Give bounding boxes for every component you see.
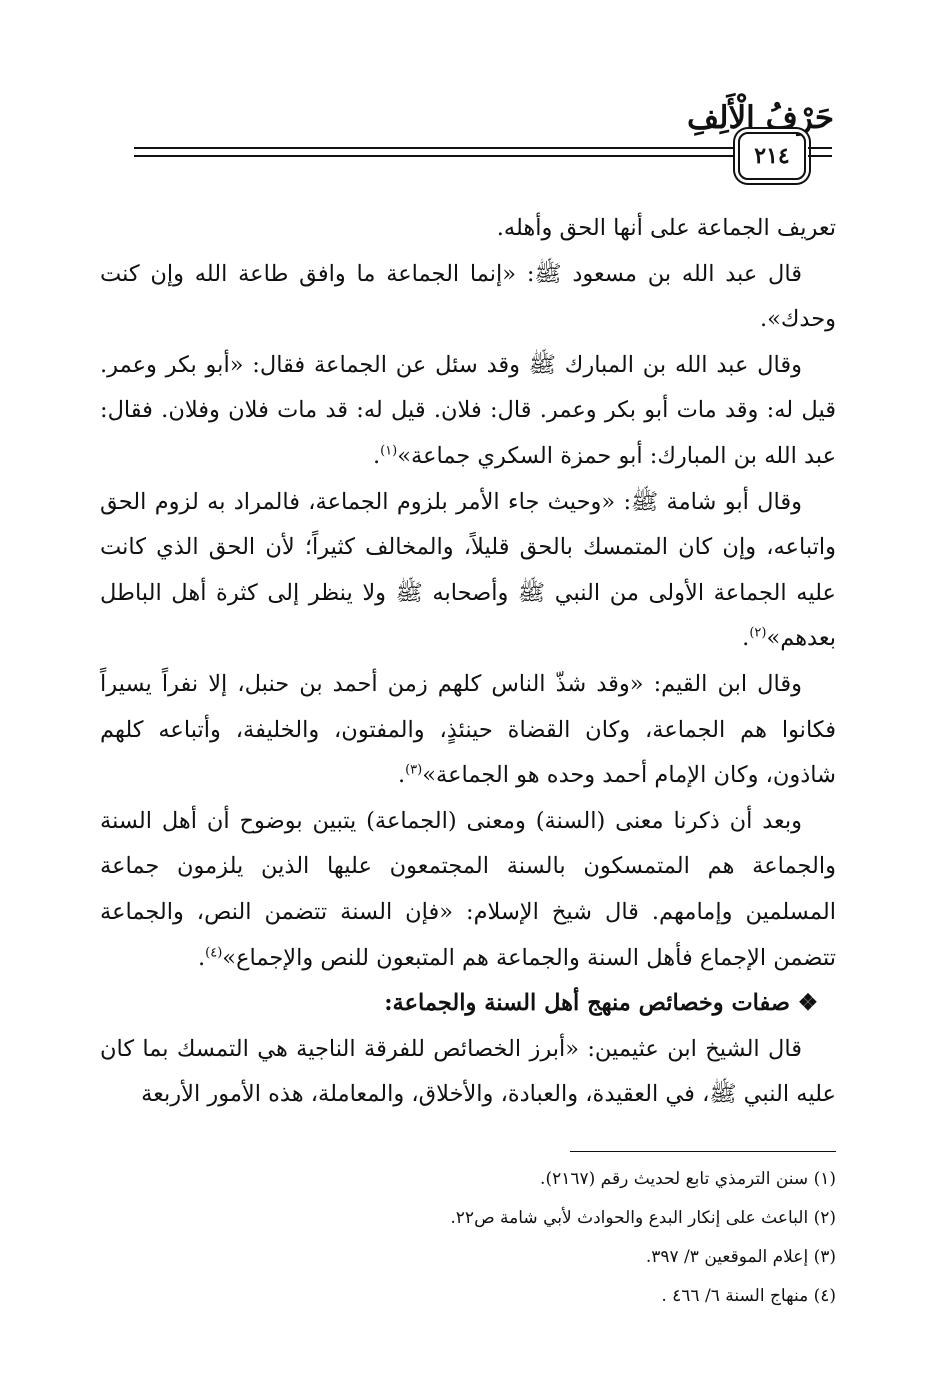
footnote-item: (١) سنن الترمذي تابع لحديث رقم (٢١٦٧).: [540, 1169, 836, 1189]
section-heading: ❖ صفات وخصائص منهج أهل السنة والجماعة:: [384, 990, 818, 1017]
footnote-ref: (٣): [405, 762, 423, 778]
paragraph: وبعد أن ذكرنا معنى (السنة) ومعنى (الجماعة) يتبين بوضوح أن أهل السنة والجماعة هم المتمسكون بالسنة المجتمعون عليها الذين يلزمون جماعة المسلمين وإمامهم. قال شيخ الإسلام: «فإن السنة تتضمن النص، والجماعة تتضمن الإجماع فأهل السنة والجماعة هم المتبعون للنص والإجماع»$^{(٤)}$.: [100, 807, 836, 971]
paragraph: وقال عبد الله بن المبارك ﷺ وقد سئل عن الجماعة فقال: «أبو بكر وعمر. قيل له: وقد مات أبو بكر وعمر. قال: فلان. قيل له: قد مات فلان وفلان. فقال: عبد الله بن المبارك: أبو حمزة السكري جماعة»$^{(١)}$.: [100, 351, 836, 469]
paragraph: قال عبد الله بن مسعود ﷺ: «إنما الجماعة ما وافق طاعة الله وإن كنت وحدك».: [100, 260, 836, 333]
footnote-ref: (١): [380, 443, 398, 459]
paragraph: قال الشيخ ابن عثيمين: «أبرز الخصائص للفرقة الناجية هي التمسك بما كان عليه النبي ﷺ، في العقيدة، والعبادة، والأخلاق، والمعاملة، هذه الأمور الأربعة: [100, 1035, 836, 1108]
header-rule: [134, 147, 734, 157]
main-text: [100, 206, 836, 1118]
chapter-title: حَرْفُ الْأَلِفِ: [686, 100, 834, 136]
footnote-ref: (٤): [205, 945, 223, 960]
page-number: ٢١٤: [738, 132, 806, 180]
header-rule-end: [808, 147, 832, 157]
paragraph: تعريف الجماعة على أنها الحق وأهله.: [496, 215, 836, 241]
footnotes: [100, 1160, 836, 1316]
paragraph: وقال أبو شامة ﷺ: «وحيث جاء الأمر بلزوم الجماعة، فالمراد به لزوم الحق واتباعه، وإن كان المتمسك بالحق قليلاً، والمخالف كثيراً؛ لأن الحق الذي كانت عليه الجماعة الأولى من النبي ﷺ وأصحابه ﷺ ولا ينظر إلى كثرة أهل الباطل بعدهم»$^{(٢)}$.: [100, 488, 836, 652]
footnote-item: (٢) الباعث على إنكار البدع والحوادث لأبي شامة ص٢٢.: [450, 1208, 836, 1228]
footnote-item: (٣) إعلام الموقعين ٣/ ٣٩٧.: [645, 1247, 836, 1267]
footnote-item: (٤) منهاج السنة ٦/ ٤٦٦ .: [661, 1286, 836, 1306]
paragraph: وقال ابن القيم: «وقد شذّ الناس كلهم زمن أحمد بن حنبل، إلا نفراً يسيراً فكانوا هم الجماعة، وكان القضاة حينئذٍ، والمفتون، والخليفة، وأتباعه كلهم شاذون، وكان الإمام أحمد وحده هو الجماعة»$^{(٣)}$.: [100, 670, 836, 789]
footnote-separator: [570, 1151, 836, 1152]
footnote-ref: (٢): [749, 625, 767, 641]
